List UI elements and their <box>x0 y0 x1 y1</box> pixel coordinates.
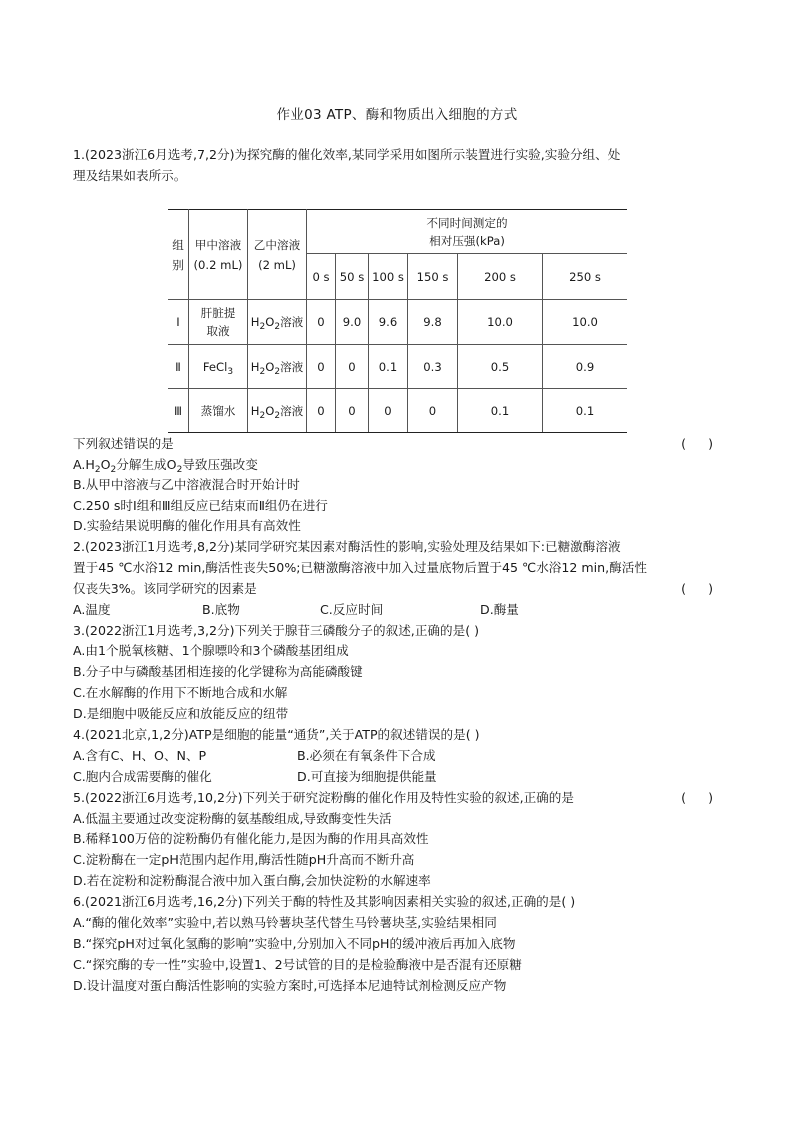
cell-value: 0.5 <box>458 345 543 389</box>
q1-option-d: D.实验结果说明酶的催化作用具有高效性 <box>73 518 301 533</box>
q2-option-a: A.温度 <box>73 602 111 617</box>
time-header: 100 s <box>369 254 408 300</box>
q1-stem-line1: 1.(2023浙江6月选考,7,2分)为探究酶的催化效率,某同学采用如图所示装置进行实验,实验分组、处 <box>73 147 621 162</box>
q2-answer-paren: ( ) <box>681 581 722 596</box>
time-header: 50 s <box>336 254 369 300</box>
q3-option-d: D.是细胞中吸能反应和放能反应的纽带 <box>73 706 289 721</box>
page-title: 作业03 ATP、酶和物质出入细胞的方式 <box>276 107 518 123</box>
cell-value: 0 <box>408 389 458 433</box>
q5-answer-paren: ( ) <box>681 790 722 805</box>
row-yi: $H_2O_2$溶液 <box>248 389 307 433</box>
q6-option-b: B.“探究pH对过氧化氢酶的影响”实验中,分别加入不同pH的缓冲液后再加入底物 <box>73 936 516 951</box>
row-jia: 肝脏提取液 <box>189 300 248 345</box>
q6-option-a: A.“酶的催化效率”实验中,若以熟马铃薯块茎代替生马铃薯块茎,实验结果相同 <box>73 915 497 930</box>
q1-question: 下列叙述错误的是 <box>73 436 174 451</box>
cell-value: 9.0 <box>336 300 369 345</box>
row-yi: $H_2O_2$溶液 <box>248 300 307 345</box>
q3-option-c: C.在水解酶的作用下不断地合成和水解 <box>73 685 288 700</box>
cell-value: 9.8 <box>408 300 458 345</box>
q5-option-a: A.低温主要通过改变淀粉酶的氨基酸组成,导致酶变性失活 <box>73 811 392 826</box>
time-header: 150 s <box>408 254 458 300</box>
cell-value: 0 <box>307 345 336 389</box>
q2-option-d: D.酶量 <box>480 602 519 617</box>
q2-stem-line1: 2.(2023浙江1月选考,8,2分)某同学研究某因素对酶活性的影响,实验处理及结果如下:已糖激酶溶液 <box>73 539 621 554</box>
table-row <box>168 345 627 389</box>
q4-option-a: A.含有C、H、O、N、P <box>73 748 207 763</box>
cell-value: 10.0 <box>458 300 543 345</box>
q2-stem-line3: 仅丧失3%。该同学研究的因素是 <box>73 581 257 596</box>
q1-stem-line2: 理及结果如表所示。 <box>73 168 187 183</box>
row-yi: $H_2O_2$溶液 <box>248 345 307 389</box>
time-header: 0 s <box>307 254 336 300</box>
cell-value: 10.0 <box>543 300 628 345</box>
q5-option-c: C.淀粉酶在一定pH范围内起作用,酶活性随pH升高而不断升高 <box>73 852 415 867</box>
header-pressure <box>307 210 628 254</box>
q1-option-c: C.250 s时Ⅰ组和Ⅲ组反应已结束而Ⅱ组仍在进行 <box>73 498 328 513</box>
q4-option-c: C.胞内合成需要酶的催化 <box>73 769 212 784</box>
row-group: Ⅱ <box>168 345 189 389</box>
q1-option-a: $A.H_2O_2$分解生成$O_2$导致压强改变 <box>73 457 258 475</box>
table-row <box>168 300 627 345</box>
q1-answer-paren: ( ) <box>681 436 722 451</box>
q4-option-d: D.可直接为细胞提供能量 <box>297 769 437 784</box>
row-group: Ⅲ <box>168 389 189 433</box>
row-jia: 蒸馏水 <box>189 389 248 433</box>
cell-value: 0.3 <box>408 345 458 389</box>
q2-option-b: B.底物 <box>202 602 240 617</box>
cell-value: 0 <box>336 389 369 433</box>
table-row <box>168 389 627 433</box>
q4-stem: 4.(2021北京,1,2分)ATP是细胞的能量“通货”,关于ATP的叙述错误的是( ) <box>73 727 480 742</box>
header-pressure-line1: 不同时间测定的 <box>426 215 508 230</box>
header-yi: 乙中溶液(2 mL) <box>248 210 307 300</box>
cell-value: 0.9 <box>543 345 628 389</box>
cell-value: 0.1 <box>543 389 628 433</box>
time-header: 200 s <box>458 254 543 300</box>
q5-option-b: B.稀释100万倍的淀粉酶仍有催化能力,是因为酶的作用具高效性 <box>73 831 429 846</box>
experiment-table <box>168 209 627 433</box>
cell-value: 0 <box>307 300 336 345</box>
q2-option-c: C.反应时间 <box>320 602 384 617</box>
header-group: 组别 <box>168 210 189 300</box>
cell-value: 0 <box>307 389 336 433</box>
q3-option-b: B.分子中与磷酸基团相连接的化学键称为高能磷酸键 <box>73 664 363 679</box>
q5-option-d: D.若在淀粉和淀粉酶混合液中加入蛋白酶,会加快淀粉的水解速率 <box>73 873 431 888</box>
header-jia: 甲中溶液(0.2 mL) <box>189 210 248 300</box>
q3-stem: 3.(2022浙江1月选考,3,2分)下列关于腺苷三磷酸分子的叙述,正确的是( ) <box>73 623 480 638</box>
q1-option-b: B.从甲中溶液与乙中溶液混合时开始计时 <box>73 477 300 492</box>
q6-stem: 6.(2021浙江6月选考,16,2分)下列关于酶的特性及其影响因素相关实验的叙述,正确的是( ) <box>73 894 576 909</box>
header-pressure-line2: 相对压强(kPa) <box>429 233 505 248</box>
row-jia: FeCl$_3$ <box>189 345 248 389</box>
cell-value: 0 <box>369 389 408 433</box>
time-header: 250 s <box>543 254 628 300</box>
cell-value: 0.1 <box>458 389 543 433</box>
q4-option-b: B.必须在有氧条件下合成 <box>297 748 436 763</box>
cell-value: 9.6 <box>369 300 408 345</box>
q2-stem-line2: 置于45 ℃水浴12 min,酶活性丧失50%;已糖激酶溶液中加入过量底物后置于45 ℃水浴12 min,酶活性 <box>73 560 647 575</box>
q6-option-c: C.“探究酶的专一性”实验中,设置1、2号试管的目的是检验酶液中是否混有还原糖 <box>73 957 522 972</box>
q3-option-a: A.由1个脱氧核糖、1个腺嘌呤和3个磷酸基团组成 <box>73 643 349 658</box>
row-group: Ⅰ <box>168 300 189 345</box>
cell-value: 0 <box>336 345 369 389</box>
cell-value: 0.1 <box>369 345 408 389</box>
q6-option-d: D.设计温度对蛋白酶活性影响的实验方案时,可选择本尼迪特试剂检测反应产物 <box>73 978 507 993</box>
q5-stem: 5.(2022浙江6月选考,10,2分)下列关于研究淀粉酶的催化作用及特性实验的叙述,正确的是 <box>73 790 574 805</box>
